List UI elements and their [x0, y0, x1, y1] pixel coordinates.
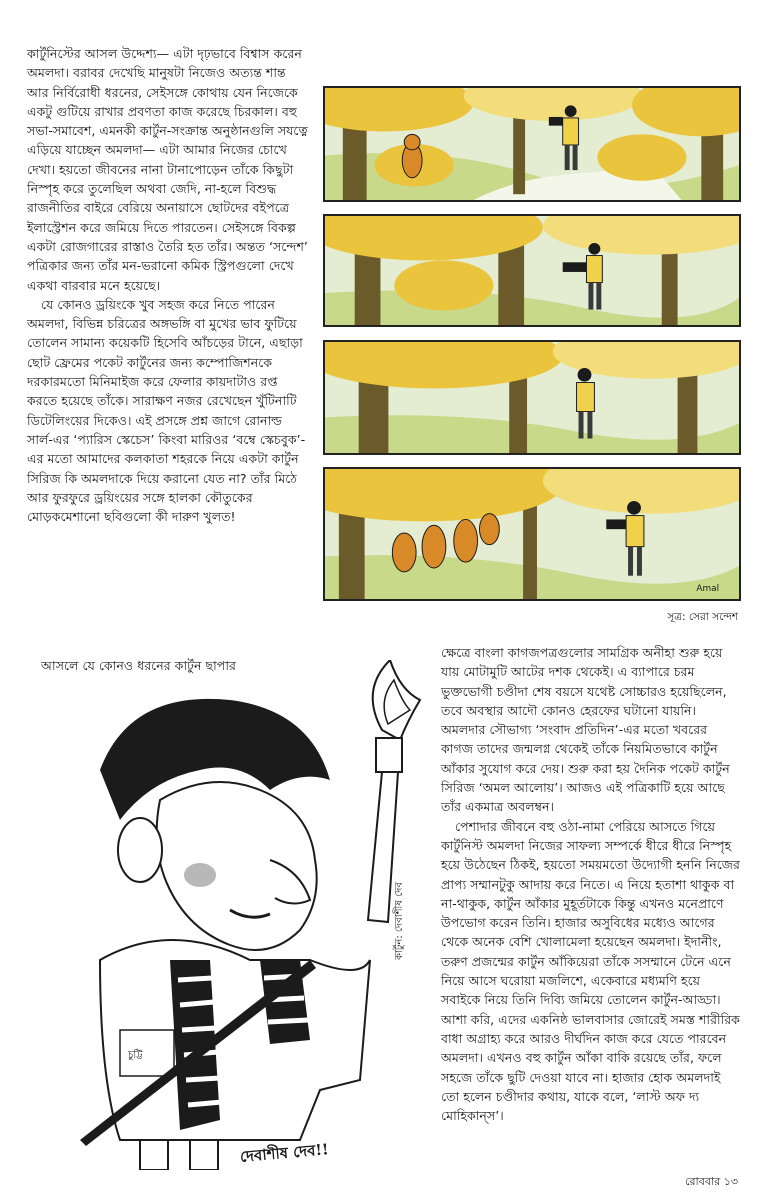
pocket-text: চুট্টি [128, 1050, 143, 1061]
forest-scene-2 [325, 216, 739, 325]
coat [100, 940, 370, 1140]
paragraph: কার্টুনিস্টের আসল উদ্দেশ্য— এটা দৃঢ়ভাবে বিশ্বাস করেন অমলদা। বরাবর দেখেছি মানুষটা নিজেও অত্যন্ত শান্ত আর নির্বিরোধী ধরনের, সেইসঙ্গে কোথায় যেন নিজেকে একটু গুটিয়ে রাখার প্রবণতা কাজ করেছে চিরকাল। বহু সভা-সমাবেশ, এমনকী কার্টুন-সংক্রান্ত অনুষ্ঠানগুলি সযত্নে এড়িয়ে যাচ্ছেন অমলদা— এটা আমার নিজের চোখে দেখা। হয়তো জীবনের নানা টানাপোড়েন তাঁকে কিছুটা নিস্পৃহ করে তুলেছিল অথবা জেদি, না-হলে বিশুদ্ধ রাজনীতির বাইরে বেরিয়ে অনায়াসে ছোটদের বইপত্রে ইলাস্ট্রেশন করে জমিয়ে দিতে পারতেন। সেইসঙ্গে বিকল্প একটা রোজগারের রাস্তাও তৈরি হত তাঁর। অন্তত ‘সন্দেশ’ পত্রিকার জন্য তাঁর মন-ভরানো কমিক স্ট্রিপগুলো দেখে একথা বারবার মনে হয়েছে। [27, 46, 308, 293]
paragraph: পেশাদার জীবনে বহু ওঠা-নামা পেরিয়ে আসতে গিয়ে কার্টুনিস্ট অমলদা নিজের সাফল্য সম্পর্কে ধীরে ধীরে নিস্পৃহ হয়ে উঠেছেন ঠিকই, হয়তো সময়মতো উদ্যোগী হননি নিজের প্রাপ্য সম্মানটুকু আদায় করে নিতে। এ নিয়ে হতাশা থাকুক বা না-থাকুক, কার্টুন আঁকার মুহূর্তটাকে কিন্তু এখনও মনেপ্রাণে উপভোগ করেন তিনি। হাজার অসুবিধের মধ্যেও আগের থেকে অনেক বেশি খোলামেলা হয়েছেন অমলদা। ইদানীং, তরুণ প্রজন্মের কার্টুন আঁকিয়েরা তাঁকে সসম্মানে টেনে এনে নিয়ে আসে ঘরোয়া মজলিশে, একেবারে মধ্যমণি হয়ে সবাইকে নিয়ে তিনি দিব্যি জমিয়ে তোলেন কার্টুন-আড্ডা। আশা করি, এদের একনিষ্ঠ ভালবাসার জোরেই সমস্ত শারীরিক বাধা অগ্রাহ্য করে আরও দীর্ঘদিন কাজ করে যেতে পারবেন অমলদা। এখনও বহু কার্টুন আঁকা বাকি রয়েছে তাঁর, ফলে সহজে তাঁকে ছুটি দেওয়া যাবে না। হাজার হোক অমলদাই তো হলেন চণ্ডীদার কথায়, যাকে বলে, ‘লাস্ট অফ দ্য মোহিকান্‌স’। [441, 818, 740, 1124]
page-footer: রোববার ১৩ [685, 1175, 738, 1188]
comic-panel-2 [323, 214, 741, 327]
forest-scene-1 [325, 88, 739, 200]
cartoon-signature: দেবাশীষ দেব!! [239, 1140, 330, 1166]
comic-panel-3 [323, 340, 741, 455]
legs [140, 1140, 218, 1170]
cartoon-credit: কার্টুন: দেবাশীষ দেব [394, 882, 405, 960]
paragraph: ক্ষেত্রে বাংলা কাগজপত্রগুলোর সামগ্রিক অনীহা শুরু হয়ে যায় মোটামুটি আটের দশক থেকেই। এ ব্যাপারে চরম ভুক্তভোগী চণ্ডীদা শেষ বয়সে যথেষ্ট সোচ্চারও হয়েছিলেন, তবে অবস্থার আদৌ কোনও হেরফের ঘটানো যায়নি। অমলদার সৌভাগ্য ‘সংবাদ প্রতিদিন’-এর মতো খবরের কাগজ তাদের জন্মলগ্ন থেকেই তাঁকে নিয়মিতভাবে কার্টুন আঁকার সুযোগ করে দেয়। শুরু করা হয় দৈনিক পকেট কার্টুন সিরিজ ‘অমল আলোয়’। আজও এই পত্রিকাটি হয়ে আছে তাঁর একমাত্র অবলম্বন। [441, 645, 730, 815]
comic-signature: Amal [696, 584, 720, 595]
paragraph: আসলে যে কোনও ধরনের কার্টুন ছাপার [41, 658, 236, 673]
caricature-illustration [60, 660, 440, 1170]
forest-scene-4 [325, 469, 739, 599]
comic-panel-1 [323, 86, 741, 202]
article-column-right [441, 643, 741, 1125]
article-column-left [27, 44, 309, 526]
forest-scene-3 [325, 342, 739, 453]
paragraph: যে কোনও ড্রয়িংকে খুব সহজ করে নিতে পারেন অমলদা, বিভিন্ন চরিত্রের অঙ্গভঙ্গি বা মুখের ভাব ফুটিয়ে তোলেন সামান্য কয়েকটি হিসেবি আঁচড়ের টানে, এছাড়া ছোট ফ্রেমের পকেট কার্টুনের জন্য কম্পোজিশনকে দরকারমতো মিনিমাইজ করে ফেলার কায়দাটাও রপ্ত করতে হয়েছে তাঁকে। সারাক্ষণ নজর রেখেছেন খুঁটিনাটি ডিটেলিংয়ের দিকেও। এই প্রসঙ্গে প্রশ্ন জাগে রোনাল্ড সার্ল-এর ‘প্যারিস স্কেচেস’ কিংবা মারিওর ‘বম্বে স্কেচবুক’-এর মতো আমাদের কলকাতা শহরকে নিয়ে একটা কার্টুন সিরিজ কি অমলদাকে দিয়ে করানো যেত না? তাঁর মিঠে আর ফুরফুরে ড্রয়িংয়ের সঙ্গে হালকা কৌতুকের মোড়কমেশানো ছবিগুলো কী দারুণ খুলত! [27, 296, 306, 525]
face [118, 782, 317, 950]
comic-panel-4 [323, 467, 741, 601]
comic-caption: সূত্র: সেরা সন্দেশ [667, 611, 738, 623]
tiger-icon [402, 134, 422, 177]
